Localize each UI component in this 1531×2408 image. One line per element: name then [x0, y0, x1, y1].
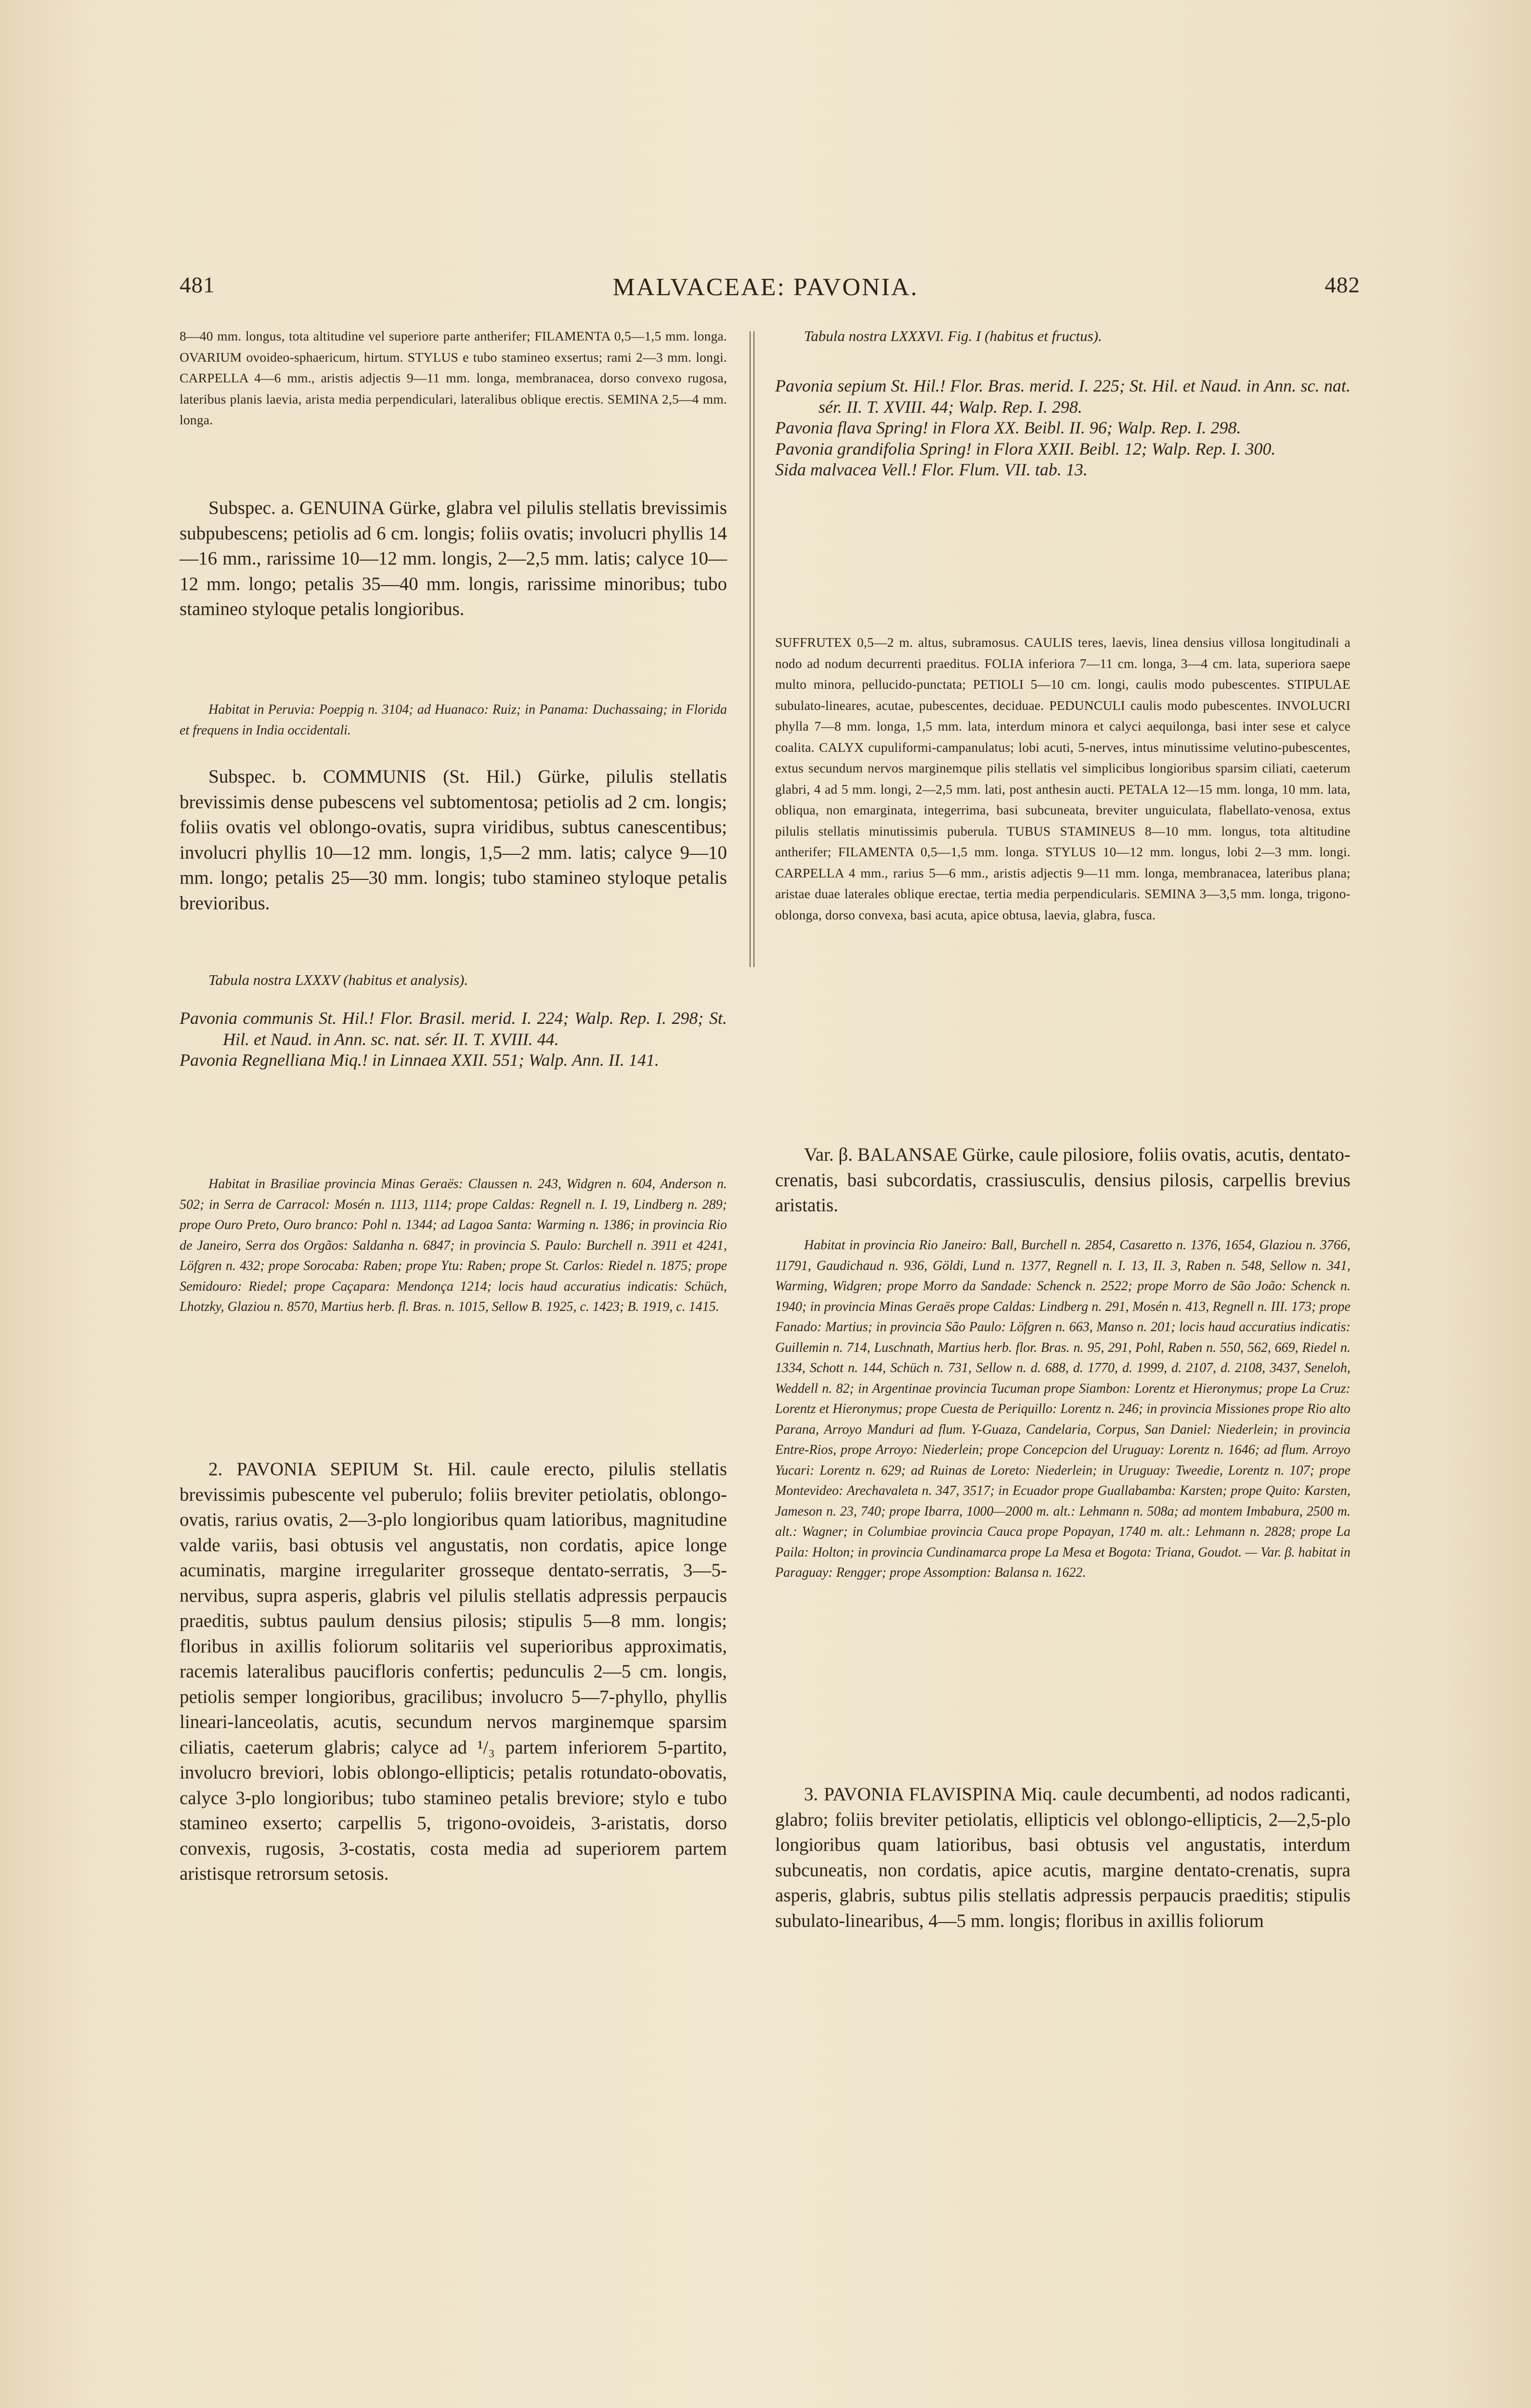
- synonyms-sepium: [775, 376, 1350, 481]
- synonym-sida-malvacea: Sida malvacea Vell.! Flor. Flum. VII. tab. 13.: [775, 460, 1088, 479]
- species-pavonia-flavispina: 3. PAVONIA FLAVISPINA Miq. caule decumbenti, ad nodos radicanti, glabro; foliis breviter petiolatis, ellipticis vel oblongo-ellipticis, 2—2,5-plo longioribus quam latioribus, basi obtusis vel angustatis, interdum subcuneatis, non cordatis, apice acutis, margine dentato-crenatis, supra asperis, glabris, subtus pilis stellatis adpressis perpaucis praeditis; stipulis subulato-linearibus, 4—5 mm. longis; floribus in axillis foliorum: [775, 1784, 1350, 1931]
- plate-reference-lxxxv: Tabula nostra LXXXV (habitus et analysis).: [208, 971, 468, 988]
- plate-reference-lxxxvi: Tabula nostra LXXXVI. Fig. I (habitus et fructus).: [804, 327, 1102, 344]
- page-number-right: 482: [1324, 273, 1360, 298]
- synonym-regnelliana: Pavonia Regnelliana Miq.! in Linnaea XXII. 551; Walp. Ann. II. 141.: [180, 1050, 659, 1070]
- habitat-communis: Habitat in Brasiliae provincia Minas Geraës: Claussen n. 243, Widgren n. 604, Anderson n. 502; in Serra de Carracol: Mosén n. 1113, 1114; prope Caldas: Regnell n. I. 19, Lindberg n. 289; prope Ouro Preto, Ouro branco: Pohl n. 1344; ad Lagoa Santa: Warming n. 1386; in provincia Rio de Janeiro, Serra dos Orgãos: Saldanha n. 6847; in provincia S. Paulo: Burchell n. 3911 et 4241, Löfgren n. 432; prope Sorocaba: Raben; prope Ytu: Raben; prope St. Carlos: Riedel n. 1875; prope Semidouro: Riedel; prope Caçapara: Mendonça 1214; locis haud accuratius indicatis: Schüch, Lhotzky, Glaziou n. 8570, Martius herb. fl. Bras. n. 1015, Sellow B. 1925, c. 1423; B. 1919, c. 1415.: [180, 1177, 727, 1314]
- running-title: MALVACEAE: PAVONIA.: [612, 274, 919, 301]
- synonym-sepium: Pavonia sepium St. Hil.! Flor. Bras. merid. I. 225; St. Hil. et Naud. in Ann. sc. nat. sér. II. T. XVIII. 44; Walp. Rep. I. 298.: [775, 376, 1350, 417]
- synonym-flava: Pavonia flava Spring! in Flora XX. Beibl. II. 96; Walp. Rep. I. 298.: [775, 418, 1241, 437]
- description-sepium: SUFFRUTEX 0,5—2 m. altus, subramosus. CAULIS teres, laevis, linea densius villosa longitudinali a nodo ad nodum decurrenti praeditus. FOLIA inferiora 7—11 cm. longa, 3—4 cm. lata, superiora saepe multo minora, pellucido-punctata; PETIOLI 5—10 cm. longi, caulis modo pubescentes. STIPULAE subulato-lineares, acutae, pubescentes, deciduae. PEDUNCULI caulis modo pubescentes. INVOLUCRI phylla 7—8 mm. longa, 1,5 mm. lata, interdum minora et calyci aequilonga, basi inter sese et calyce coalita. CALYX cupuliformi-campanulatus; lobi acuti, 5-nerves, intus minutissime velutino-pubescentes, extus secundum nervos marginemque pilis stellatis vel simplicibus longioribus sparsim ciliati, caeterum glabri, 4 ad 5 mm. longi, 2—2,5 mm. lati, post anthesin aucti. PETALA 12—15 mm. longa, 10 mm. lata, obliqua, non emarginata, integerrima, basi subcuneata, breviter unguiculata, flabellato-venosa, extus pilulis stellatis minutissimis puberula. TUBUS STAMINEUS 8—10 mm. longus, tota altitudine antherifer; FILAMENTA 0,5—1,5 mm. longa. STYLUS 10—12 mm. longus, lobi 2—3 mm. longi. CARPELLA 4 mm., rarius 5—6 mm., aristis adjectis 9—11 mm. longa, membranacea, lateribus plana; aristae duae laterales oblique erectae, tertia media perpendicularis. SEMINA 3—3,5 mm. longa, trigono-oblonga, dorso convexa, basi acuta, apice obtusa, laevia, glabra, fusca.: [775, 635, 1350, 922]
- habitat-sepium: Habitat in provincia Rio Janeiro: Ball, Burchell n. 2854, Casaretto n. 1376, 1654, Glaziou n. 3766, 11791, Gaudichaud n. 936, Göldi, Lund n. 1377, Regnell n. I. 13, II. 3, Raben n. 548, Sellow n. 341, Warming, Widgren; prope Morro da Sandade: Schenck n. 2522; prope Morro de São João: Schenck n. 1940; in provincia Minas Geraës prope Caldas: Lindberg n. 291, Mosén n. 413, Regnell n. III. 173; prope Fanado: Martius; in provincia São Paulo: Löfgren n. 663, Manso n. 201; locis haud accuratius indicatis: Guillemin n. 714, Luschnath, Martius herb. flor. Bras. n. 95, 291, Pohl, Raben n. 550, 562, 669, Riedel n. 1334, Schott n. 144, Schüch n. 731, Sellow n. d. 688, d. 1770, d. 1999, d. 2107, d. 2108, 3437, Seneloh, Weddell n. 82; in Argentinae provincia Tucuman prope Siambon: Lorentz et Hieronymus; prope La Cruz: Lorentz et Hieronymus; prope Cuesta de Periquillo: Lorentz n. 246; in provincia Missiones prope Rio alto Parana, Arroyo Manduri ad flum. Y-Guaza, Candelaria, Corpus, San Daniel: Niederlein; in provincia Entre-Rios, prope Arroyo: Niederlein; prope Concepcion del Uruguay: Lorentz n. 1646; ad flum. Arroyo Yucari: Lorentz n. 629; ad Ruinas de Loreto: Niederlein; in Uruguay: Tweedie, Lorentz n. 107; prope Montevideo: Arechavaleta n. 347, 3517; in Ecuador prope Guallabamba: Karsten; prope Quito: Karsten, Jameson n. 23, 740; prope Ibarra, 1000—2000 m. alt.: Lehmann n. 508a; ad montem Imbabura, 2500 m. alt.: Wagner; in Columbiae provincia Cauca prope Popayan, 1740 m. alt.: Lehmann n. 2828; prope La Paila: Holton; in provincia Cundinamarca prope La Mesa et Bogota: Triana, Goudot. — Var. β. habitat in Paraguay: Rengger; prope Assomption: Balansa n. 1622.: [775, 1238, 1350, 1580]
- page-number-left: 481: [180, 273, 215, 298]
- species-pavonia-sepium: 2. PAVONIA SEPIUM St. Hil. caule erecto, pilulis stellatis brevissimis pubescente vel puberulo; foliis breviter petiolatis, oblongo-ovatis, rarius ovatis, 2—3-plo longioribus quam latioribus, magnitudine valde variis, basi obtusis vel angustatis, non cordatis, apice longe acuminatis, margine irregulariter grosseque dentato-serratis, 3—5-nervibus, supra asperis, glabris vel pilulis stellatis adpressis perpaucis praeditis, subtus paulum densius pilosis; stipulis 5—8 mm. longis; floribus in axillis foliorum solitariis vel superioribus approximatis, racemis lateralibus paucifloris confertis; pedunculis 2—5 cm. longis, petiolis semper longioribus, gracilibus; involucro 5—7-phyllo, phyllis lineari-lanceolatis, acutis, secundum nervos marginemque sparsim ciliatis, caeterum glabris; calyce ad ¹/₃ partem inferiorem 5-partito, involucro breviori, lobis oblongo-ellipticis; petalis rotundato-obovatis, calyce 3-plo longioribus; tubo stamineo petalis breviore; stylo e tubo stamineo exserto; carpellis 5, trigono-ovoideis, 3-aristatis, dorso convexis, rugosis, 3-costatis, costa media ad superiorem partem aristisque retrorsum setosis.: [180, 1459, 727, 1884]
- variety-balansae: Var. β. BALANSAE Gürke, caule pilosiore, foliis ovatis, acutis, dentato-crenatis, basi subcordatis, crassiusculis, densius pilosis, carpellis brevius aristatis.: [775, 1144, 1350, 1216]
- description-continued: 8—40 mm. longus, tota altitudine vel superiore parte antherifer; FILAMENTA 0,5—1,5 mm. longa. OVARIUM ovoideo-sphaericum, hirtum. STYLUS e tubo stamineo exsertus; rami 2—3 mm. longi. CARPELLA 4—6 mm., aristis adjectis 9—11 mm. longa, membranacea, dorso convexo rugosa, lateribus planis laevia, arista media perpendiculari, lateralibus oblique erectis. SEMINA 2,5—4 mm. longa.: [180, 328, 727, 427]
- synonym-grandifolia: Pavonia grandifolia Spring! in Flora XXII. Beibl. 12; Walp. Rep. I. 300.: [775, 439, 1276, 458]
- synonyms-communis: [180, 1008, 727, 1071]
- column-divider: [750, 331, 754, 967]
- subspecies-communis: Subspec. b. COMMUNIS (St. Hil.) Gürke, pilulis stellatis brevissimis dense pubescens vel subtomentosa; petiolis ad 2 cm. longis; foliis ovatis vel oblongo-ovatis, supra viridibus, subtus canescentibus; involucri phyllis 10—12 mm. longis, 1,5—2 mm. latis; calyce 9—10 mm. longo; petalis 25—30 mm. longis; tubo stamineo styloque petalis brevioribus.: [180, 766, 727, 914]
- habitat-genuina: Habitat in Peruvia: Poeppig n. 3104; ad Huanaco: Ruiz; in Panama: Duchassaing; in Florida et frequens in India occidentali.: [180, 702, 727, 738]
- synonym-communis: Pavonia communis St. Hil.! Flor. Brasil. merid. I. 224; Walp. Rep. I. 298; St. Hil. et Naud. in Ann. sc. nat. sér. II. T. XVIII. 44.: [180, 1008, 727, 1049]
- subspecies-genuina: Subspec. a. GENUINA Gürke, glabra vel pilulis stellatis brevissimis subpubescens; petiolis ad 6 cm. longis; foliis ovatis; involucri phyllis 14—16 mm., rarissime 10—12 mm. longis, 2—2,5 mm. latis; calyce 10—12 mm. longo; petalis 35—40 mm. longis, rarissime minoribus; tubo stamineo styloque petalis longioribus.: [180, 497, 727, 619]
